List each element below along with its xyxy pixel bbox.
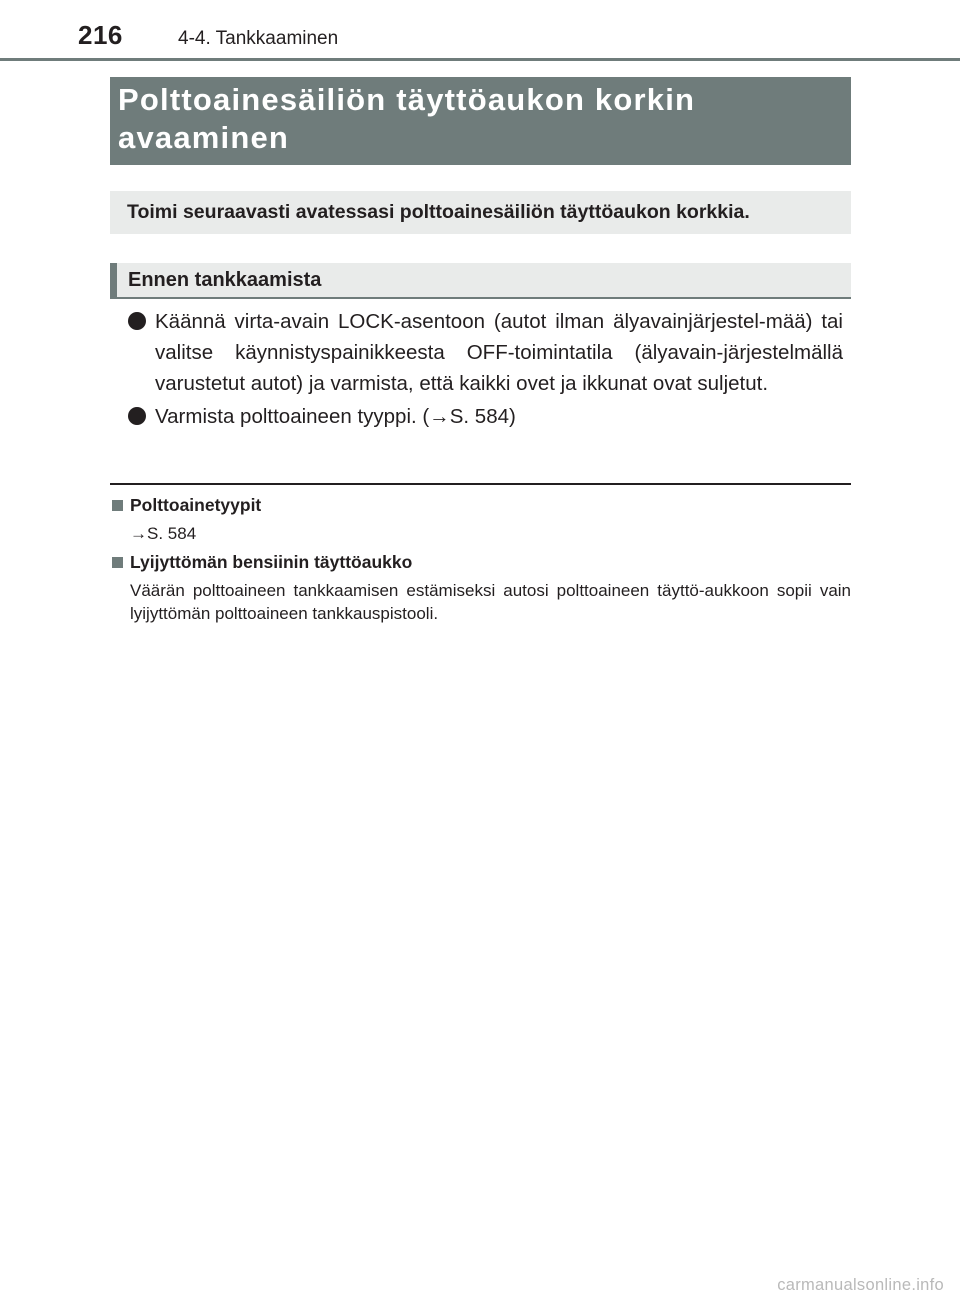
note-reference: →S. 584	[130, 524, 197, 543]
list-item-text: Varmista polttoaineen tyyppi. (→S. 584)	[155, 405, 516, 428]
section-label: 4-4. Tankkaaminen	[178, 28, 339, 49]
page-title-line-1: Polttoainesäiliön täyttöaukon korkin	[118, 82, 696, 117]
note	[110, 492, 851, 545]
notes-section	[110, 492, 851, 629]
square-bullet-icon	[112, 500, 123, 511]
note-body: Väärän polttoaineen tankkaamisen estämiseksi autosi polttoaineen täyttö-aukkoon sopii vain lyijyttömän polttoaineen tankkauspistooli.	[130, 581, 851, 623]
page-title	[110, 77, 851, 165]
list-item	[128, 306, 843, 399]
note-heading	[110, 492, 851, 518]
list-item-text: Käännä virta-avain LOCK-asentoon (autot ilman älyavainjärjestel-mää) tai valitse käynnistyspainikkeesta OFF-toimintatila (älyavain-järjestelmällä varustetut autot) ja varmista, että kaikki ovet ja ikkunat ovat suljetut.	[155, 310, 843, 395]
subheading: Ennen tankkaamista	[110, 263, 851, 299]
page-number: 216	[78, 20, 123, 50]
bullet-icon	[128, 312, 146, 330]
note	[110, 549, 851, 625]
bullet-icon	[128, 407, 146, 425]
list-item	[128, 401, 843, 432]
header-rule	[0, 58, 960, 61]
bullet-list	[128, 306, 843, 434]
intro-text: Toimi seuraavasti avatessasi polttoainesäiliön täyttöaukon korkkia.	[110, 191, 851, 234]
page-title-line-2: avaaminen	[118, 120, 290, 155]
note-heading-text: Lyijyttömän bensiinin täyttöaukko	[130, 552, 413, 572]
notes-divider	[110, 483, 851, 485]
note-heading	[110, 549, 851, 575]
square-bullet-icon	[112, 557, 123, 568]
note-heading-text: Polttoainetyypit	[130, 495, 262, 515]
watermark: carmanualsonline.info	[777, 1276, 944, 1294]
